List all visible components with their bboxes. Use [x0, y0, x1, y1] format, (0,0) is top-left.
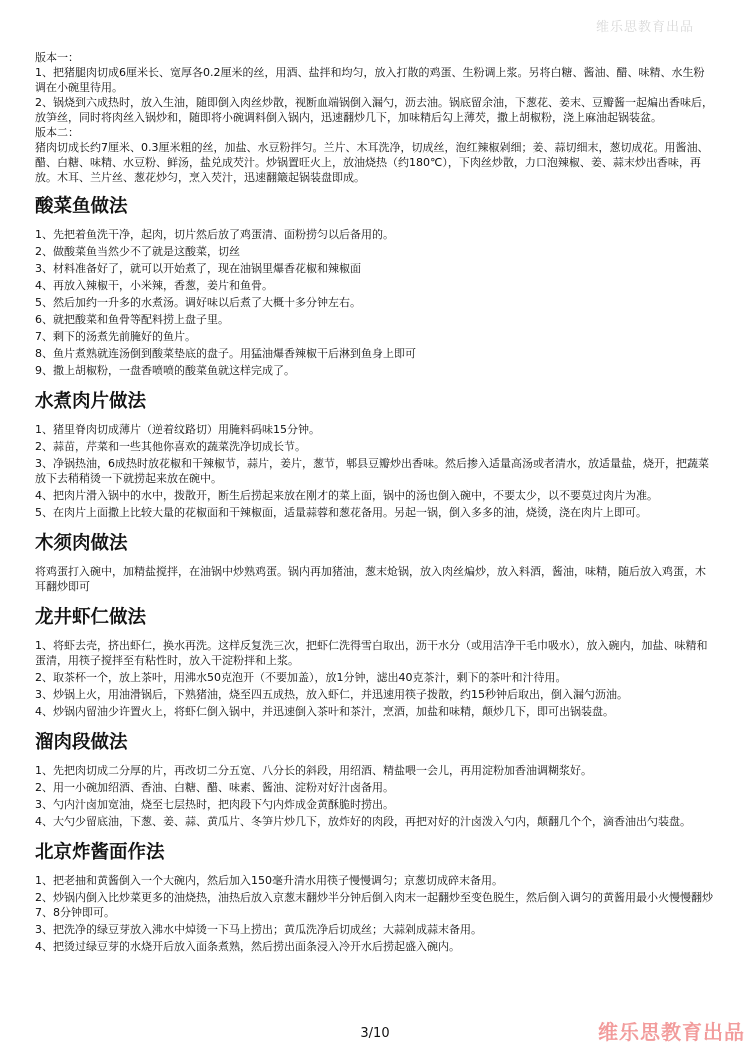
step-line: 2、取茶杯一个，放上茶叶，用沸水50克泡开（不要加盖），放1分钟，滤出40克茶汁，剩下的茶叶和汁待用。 — [35, 671, 567, 684]
section-title: 酸菜鱼做法 — [35, 196, 128, 217]
recipe-section — [35, 195, 715, 378]
recipe-section — [35, 841, 715, 954]
section-title: 木须肉做法 — [35, 533, 128, 554]
section-title: 北京炸酱面作法 — [35, 842, 165, 863]
step-line: 1、先把着鱼洗干净，起肉，切片然后放了鸡蛋清、面粉捞匀以后备用的。 — [35, 228, 394, 241]
step-line: 2、炒锅内倒入比炒菜更多的油烧热，油热后放入京葱末翻炒半分钟后倒入肉末一起翻炒至变色脱生，然后倒入调匀的黄酱用最小火慢慢翻炒7、8分钟即可。 — [35, 891, 713, 919]
step-line: 3、把洗净的绿豆芽放入沸水中焯烫一下马上捞出；黄瓜洗净后切成丝；大蒜剁成蒜末备用。 — [35, 923, 482, 936]
recipe-section — [35, 731, 715, 829]
intro-line: 版本一： — [35, 51, 79, 64]
step-line: 4、炒锅内留油少许置火上，将虾仁倒入锅中，并迅速倒入茶叶和茶汁，烹酒，加盐和味精，颠炒几下，即可出锅装盘。 — [35, 705, 614, 718]
document-body — [35, 50, 715, 956]
step-line: 5、在肉片上面撒上比较大量的花椒面和干辣椒面，适量蒜蓉和葱花备用。另起一锅，倒入多多的油，烧烫，浇在肉片上即可。 — [35, 506, 647, 519]
step-line: 5、然后加约一升多的水煮汤。调好味以后煮了大概十多分钟左右。 — [35, 296, 361, 309]
step-line: 2、做酸菜鱼当然少不了就是这酸菜，切丝 — [35, 245, 240, 258]
page-number: 3/10 — [360, 1026, 390, 1041]
intro-block — [35, 50, 715, 185]
step-line: 4、把肉片滑入锅中的水中，拨散开，断生后捞起来放在刚才的菜上面，锅中的汤也倒入碗中，不要太少，以不要莫过肉片为准。 — [35, 489, 658, 502]
step-line: 1、先把肉切成二分厚的片，再改切二分五宽、八分长的斜段，用绍酒、精盐喂一会儿，再用淀粉加香油调糊浆好。 — [35, 764, 592, 777]
step-line: 2、用一小碗加绍酒、香油、白糖、醋、味素、酱油、淀粉对好汁卤备用。 — [35, 781, 394, 794]
recipe-section — [35, 606, 715, 719]
intro-line: 1、把猪腿肉切成6厘米长、宽厚各0.2厘米的丝，用酒、盐拌和均匀，放入打散的鸡蛋、生粉调上浆。另将白糖、酱油、醋、味精、水生粉调在小碗里待用。 — [35, 66, 705, 94]
step-line: 9、撒上胡椒粉，一盘香喷喷的酸菜鱼就这样完成了。 — [35, 364, 295, 377]
step-line: 3、净锅热油，6成热时放花椒和干辣椒节，蒜片，姜片，葱节，郫县豆瓣炒出香味。然后掺入适量高汤或者清水，放适量盐，烧开，把蔬菜放下去稍稍烫一下就捞起来放在碗中。 — [35, 457, 709, 485]
footer-watermark: 维乐思教育出品 — [598, 1020, 745, 1044]
step-line: 2、蒜苗，芹菜和一些其他你喜欢的蔬菜洗净切成长节。 — [35, 440, 306, 453]
intro-line: 版本二： — [35, 126, 79, 139]
section-title: 龙井虾仁做法 — [35, 607, 147, 628]
header-watermark: 维乐思教育出品 — [596, 20, 695, 35]
section-title: 溜肉段做法 — [35, 732, 128, 753]
step-line: 3、勺内汁卤加宽油，烧至七层热时，把肉段下勺内炸成金黄酥脆时捞出。 — [35, 798, 394, 811]
step-line: 4、再放入辣椒干，小米辣，香葱，姜片和鱼骨。 — [35, 279, 273, 292]
step-line: 6、就把酸菜和鱼骨等配料捞上盘子里。 — [35, 313, 229, 326]
section-title: 水煮肉片做法 — [35, 391, 147, 412]
step-line: 3、材料准备好了，就可以开始煮了，现在油锅里爆香花椒和辣椒面 — [35, 262, 361, 275]
step-line: 4、把烫过绿豆芽的水烧开后放入面条煮熟，然后捞出面条浸入冷开水后捞起盛入碗内。 — [35, 940, 460, 953]
intro-line: 猪肉切成长约7厘米、0.3厘米粗的丝，加盐、水豆粉拌匀。兰片、木耳洗净，切成丝，泡红辣椒剁细；姜、蒜切细末，葱切成花。用酱油、醋、白糖、味精、水豆粉、鲜汤，盐兑成芡汁。炒锅置旺火上，放油烧热（约180℃），下肉丝炒散，力口泡辣椒、姜、蒜末炒出香味，再放。木耳、兰片丝、葱花炒匀，烹入芡汁，迅速翻簸起锅装盘即成。 — [35, 141, 709, 184]
step-line: 1、将虾去壳，挤出虾仁，换水再洗。这样反复洗三次，把虾仁洗得雪白取出，沥干水分（或用洁净干毛巾吸水），放入碗内，加盐、味精和蛋清，用筷子搅拌至有粘性时，放入干淀粉拌和上浆。 — [35, 639, 708, 667]
step-line: 将鸡蛋打入碗中，加精盐搅拌，在油锅中炒熟鸡蛋。锅内再加猪油，葱末炝锅，放入肉丝煸炒，放入料酒，酱油，味精，随后放入鸡蛋，木耳翻炒即可 — [35, 565, 706, 593]
recipe-section — [35, 532, 715, 594]
step-line: 8、鱼片煮熟就连汤倒到酸菜垫底的盘子。用猛油爆香辣椒干后淋到鱼身上即可 — [35, 347, 416, 360]
recipe-section — [35, 390, 715, 520]
step-line: 1、把老抽和黄酱倒入一个大碗内，然后加入150毫升清水用筷子慢慢调匀；京葱切成碎末备用。 — [35, 874, 503, 887]
step-line: 7、剩下的汤煮先前腌好的鱼片。 — [35, 330, 196, 343]
step-line: 3、炒锅上火，用油滑锅后，下熟猪油，烧至四五成热，放入虾仁，并迅速用筷子拨散，约15秒钟后取出，倒入漏勺沥油。 — [35, 688, 628, 701]
intro-line: 2、锅烧到六成热时，放入生油，随即倒入肉丝炒散，视断血端锅倒入漏勺，沥去油。锅底留余油，下葱花、姜末、豆瓣酱一起煸出香味后，放笋丝，同时将肉丝入锅炒和，随即将小碗调料倒入锅内，迅速翻炒几下，加味精后勾上薄芡，撒上胡椒粉，浇上麻油起锅装盆。 — [35, 96, 713, 124]
step-line: 4、大勺少留底油，下葱、姜、蒜、黄瓜片、冬笋片炒几下，放炸好的肉段，再把对好的汁卤泼入勺内，颠翻几个个，滴香油出勺装盘。 — [35, 815, 691, 828]
step-line: 1、猪里脊肉切成薄片（逆着纹路切）用腌料码味15分钟。 — [35, 423, 320, 436]
